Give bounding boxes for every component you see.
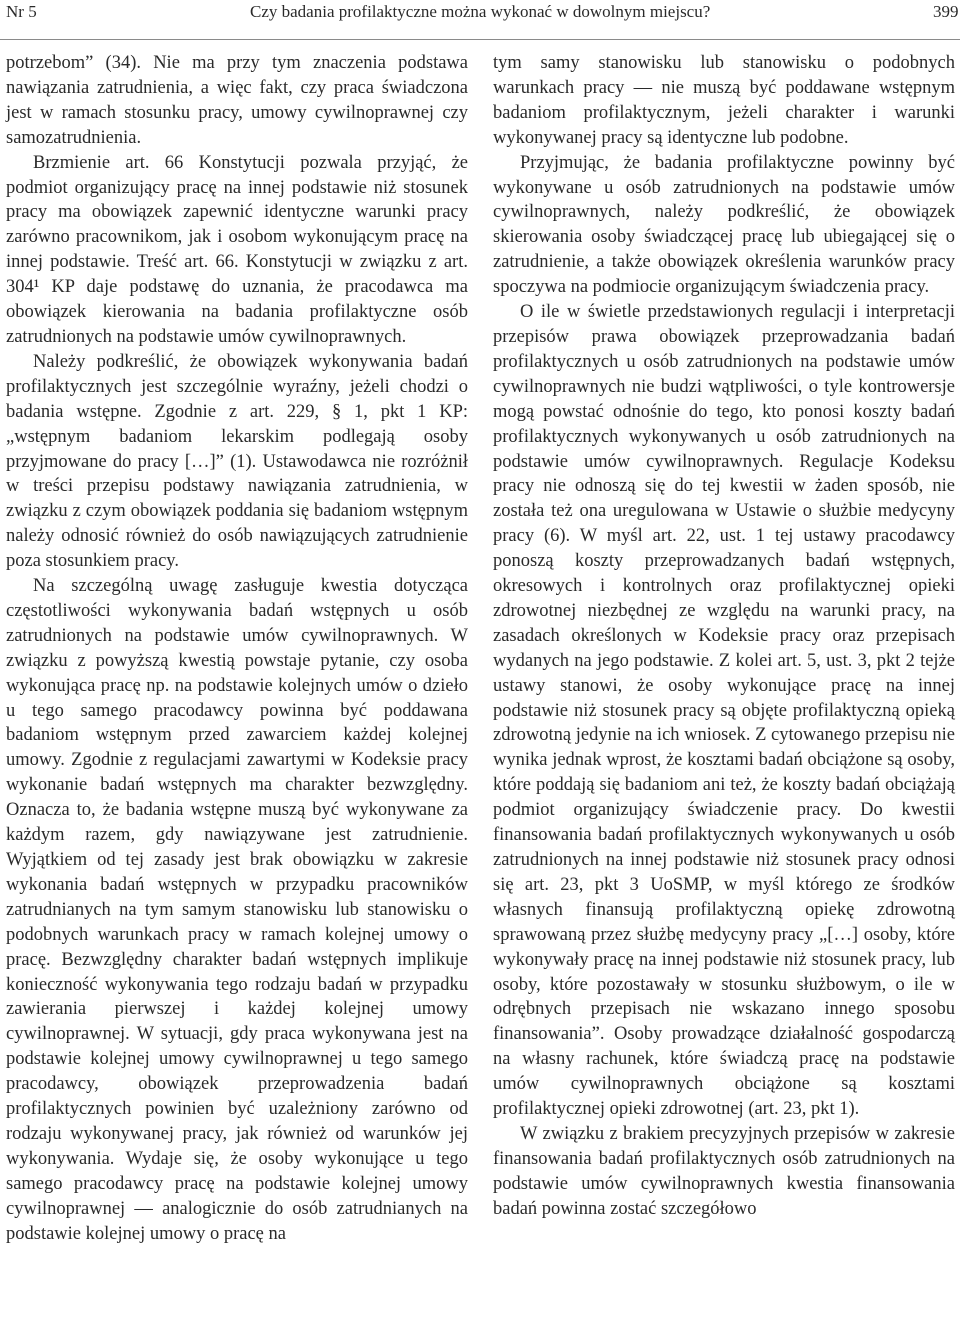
issue-number: Nr 5 — [6, 2, 37, 21]
left-column — [6, 51, 468, 1247]
paragraph: Na szczególną uwagę zasługuje kwestia dotycząca częstotliwości wykonywania badań wstępnych u osób zatrudnionych na podstawie umów cywilnoprawnych. W związku z powyższą kwestią powstaje pytanie, czy osoba wykonująca pracę np. na podstawie kolejnych umów o dzieło u tego samego pracodawcy powinna być poddawana badaniom wstępnym przed zawarciem każdej kolejnej umowy. Zgodnie z regulacjami zawartymi w Kodeksie pracy wykonanie badań wstępnych ma charakter bezwzględny. Oznacza to, że badania wstępne muszą być wykonywane za każdym razem, gdy nawiązywane jest zatrudnienie. Wyjątkiem od tej zasady jest brak obowiązku w zakresie wykonania badań wstępnych w przypadku pracowników zatrudnianych na tym samym stanowisku lub stanowisku o podobnych warunkach pracy w ramach kolejnej umowy o pracę. Bezwzględny charakter badań wstępnych implikuje konieczność wykonywania tego rodzaju badań w przypadku zawierania pierwszej i każdej kolejnej umowy cywilnoprawnej. W sytuacji, gdy praca wykonywana jest na podstawie kolejnej umowy cywilnoprawnej u tego samego pracodawcy, obowiązek przeprowadzenia badań profilaktycznych powinien być uzależniony zarówno od rodzaju wykonywanej pracy, jak również od warunków jej wykonywania. Wydaje się, że osoby wykonujące u tego samego pracodawcy pracę na podstawie kolejnej umowy cywilnoprawnej — analogicznie do osób zatrudnianych na podstawie kolejnej umowy o pracę na — [6, 576, 468, 1244]
paragraph: Należy podkreślić, że obowiązek wykonywania badań profilaktycznych jest szczególnie wyraźny, jeżeli chodzi o badania wstępne. Zgodnie z art. 229, § 1, pkt 1 KP: „wstępnym badaniom lekarskim podlegają osoby przyjmowane do pracy […]” (1). Ustawodawca nie rozróżnił w treści przepisu podstawy nawiązania zatrudnienia, w związku z czym obowiązek poddania się badaniom wstępnym należy odnosić również do osób nawiązujących zatrudnienie poza stosunkiem pracy. — [6, 351, 468, 572]
running-title: Czy badania profilaktyczne można wykonać w dowolnym miejscu? — [250, 2, 711, 21]
paragraph: potrzebom” (34). Nie ma przy tym znaczenia podstawa nawiązania zatrudnienia, a więc fakt, czy praca świadczona jest w ramach stosunku pracy, umowy cywilnoprawnej czy samozatrudnienia. — [6, 53, 468, 148]
paragraph: tym samy stanowisku lub stanowisku o podobnych warunkach pracy — nie muszą być poddawane wstępnym badaniom profilaktycznym, jeżeli charakter i warunki wykonywanej pracy są identyczne lub podobne. — [493, 53, 955, 148]
page-number: 399 — [933, 2, 959, 21]
paragraph: Przyjmując, że badania profilaktyczne powinny być wykonywane u osób zatrudnionych na podstawie umów cywilnoprawnych, należy podkreślić, że obowiązek skierowania osoby świadczącej pracę lub ubiegającej się o zatrudnienie, a także obowiązek określenia warunków pracy spoczywa na podmiocie organizującym świadczenia pracy. — [493, 152, 955, 298]
paragraph: O ile w świetle przedstawionych regulacji i interpretacji przepisów prawa obowiązek przeprowadzania badań profilaktycznych u osób zatrudnionych na podstawie umów cywilnoprawnych nie budzi wątpliwości, o tyle kontrowersje mogą powstać odnośnie do tego, kto ponosi koszty badań profilaktycznych wykonywanych u osób zatrudnionych na podstawie umów cywilnoprawnych. Regulacje Kodeksu pracy nie odnoszą się do tej kwestii w żaden sposób, nie została też ona uregulowana w Ustawie o służbie medycyny pracy (6). W myśl art. 22, ust. 1 tej ustawy pracodawcy ponoszą koszty przeprowadzanych badań wstępnych, okresowych i kontrolnych oraz profilaktycznej opieki zdrowotnej niezbędnej ze względu na warunki pracy, na zasadach określonych w Kodeksie pracy oraz przepisach wydanych na jego podstawie. Z kolei art. 5, ust. 3, pkt 2 tejże ustawy stanowi, że osoby wykonujące pracę na innej podstawie niż stosunek pracy są objęte profilaktyczną opieką zdrowotną jedynie na ich wniosek. Z cytowanego przepisu nie wynika jednak wprost, że kosztami badań obciążone są osoby, które poddają się badaniom ani też, że koszty badań obciążają podmiot organizujący świadczenie pracy. Do kwestii finansowania badań profilaktycznych wykonywanych u osób zatrudnionych na innej podstawie niż stosunek pracy odnosi się art. 23, pkt 3 UoSMP, w myśl którego ze środków własnych finansują profilaktyczną opiekę zdrowotną sprawowaną przez służbę medycyny pracy „[…] osoby, które wykonywały pracę na innej podstawie niż stosunek pracy, lub osoby, które pozostawały w stosunku służbowym, o ile w odrębnych przepisach nie wskazano innego sposobu finansowania”. Osoby prowadzące działalność gospodarczą na własny rachunek, które świadczą pracę na podstawie umów cywilnoprawnych obciążone są kosztami profilaktycznej opieki zdrowotnej (art. 23, pkt 1). — [493, 302, 955, 1120]
paragraph: Brzmienie art. 66 Konstytucji pozwala przyjąć, że podmiot organizujący pracę na innej podstawie niż stosunek pracy ma obowiązek zapewnić identyczne warunki pracy zarówno pracownikom, jak i osobom wykonującym pracę na innej podstawie. Treść art. 66. Konstytucji w związku z art. 304¹ KP daje podstawę do uznania, że pracodawca ma obowiązek kierowania na badania profilaktyczne osób zatrudnionych na podstawie umów cywilnoprawnych. — [6, 152, 468, 347]
paragraph: W związku z brakiem precyzyjnych przepisów w zakresie finansowania badań profilaktycznych osób zatrudnionych na podstawie umów cywilnoprawnych kwestia finansowania badań powinna zostać szczegółowo — [493, 1123, 955, 1219]
right-column — [493, 51, 955, 1222]
running-header — [0, 0, 960, 40]
